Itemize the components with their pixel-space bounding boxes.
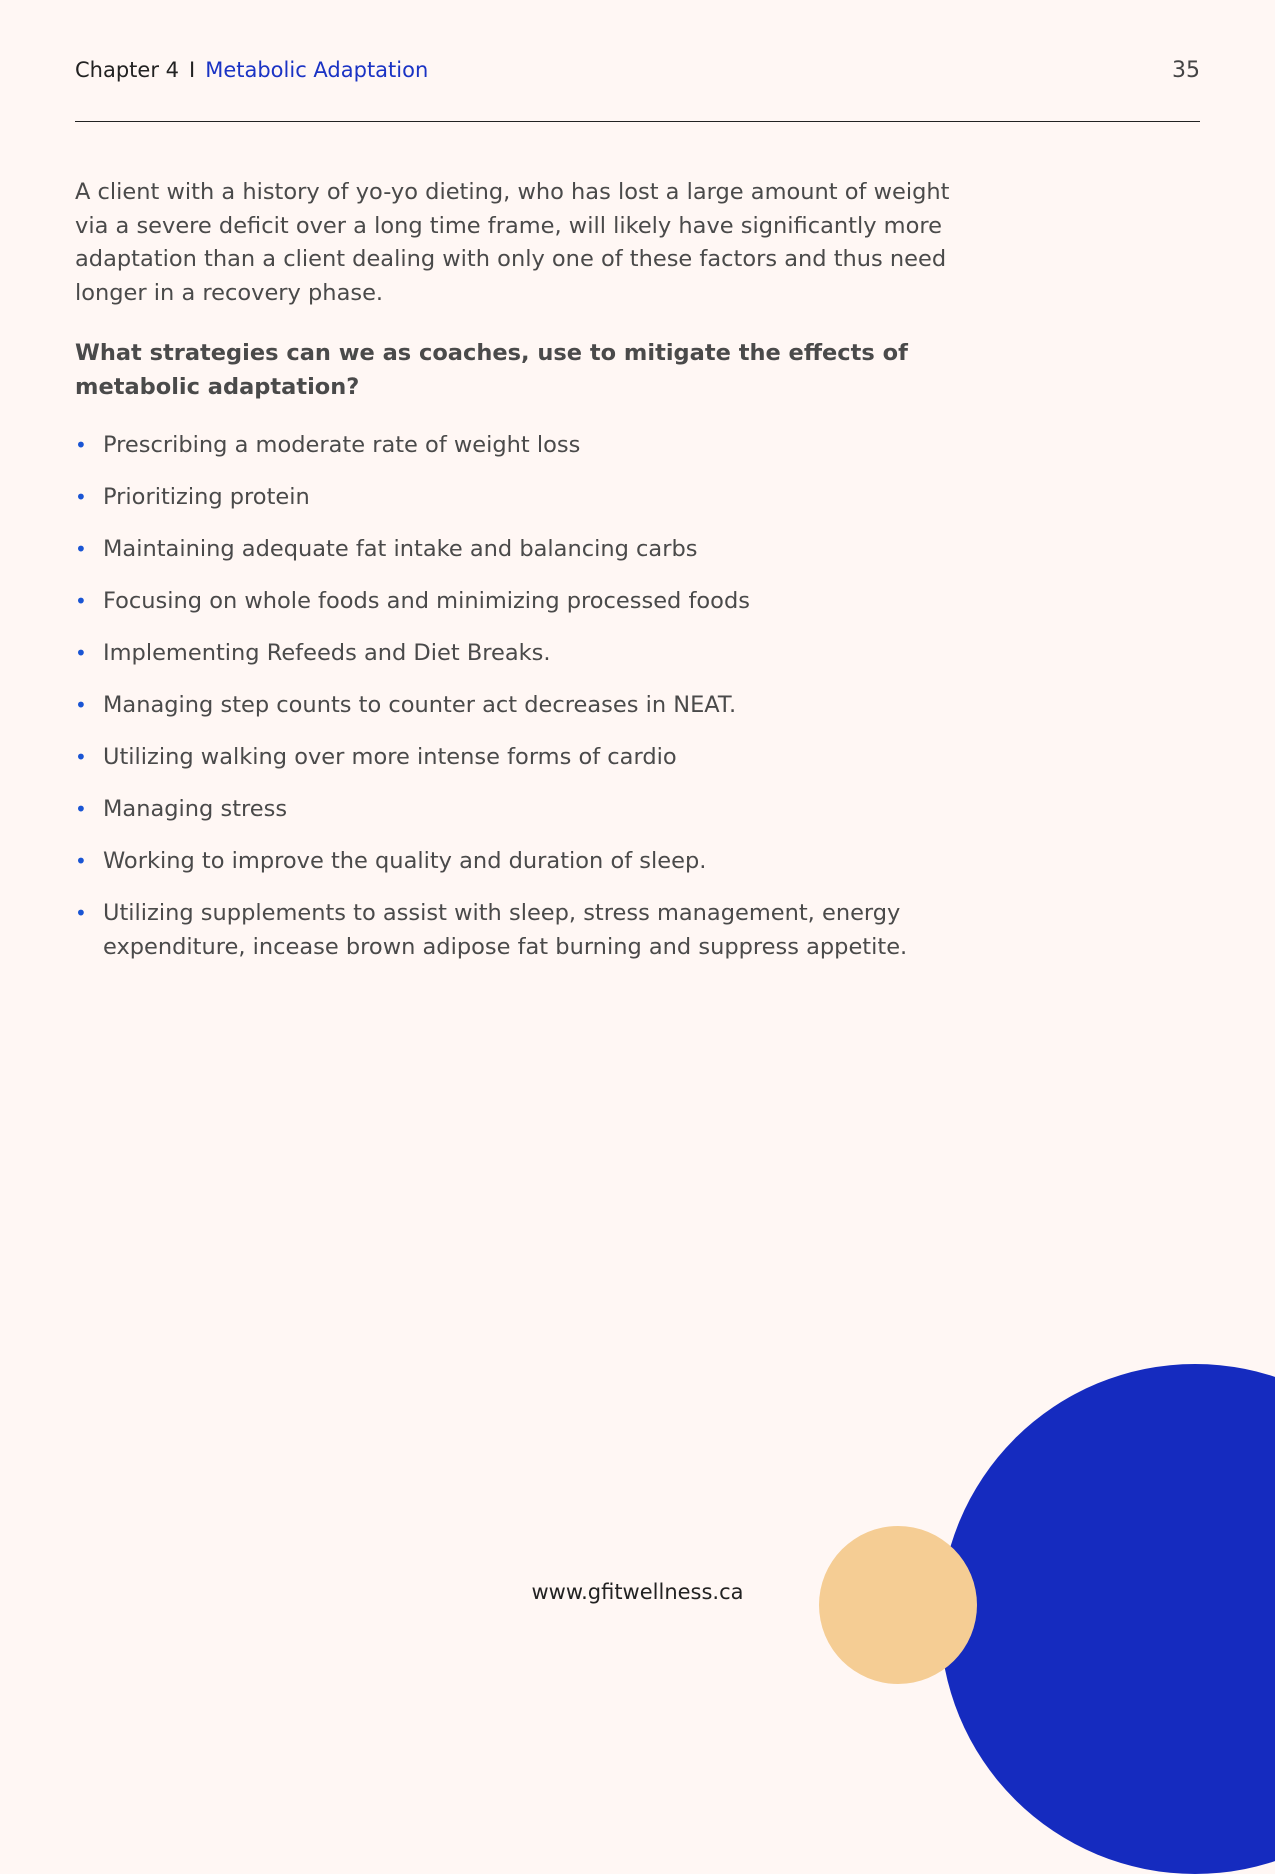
- intro-paragraph: A client with a history of yo-yo dieting, who has lost a large amount of weight via a severe deficit over a long time frame, will likely have significantly more adaptation than a client dealing with only one of these factors and thus need longer in a recovery phase.: [75, 179, 950, 306]
- bullet-icon: •: [75, 849, 87, 873]
- decorative-blue-circle: [940, 1364, 1275, 1874]
- bullet-icon: •: [75, 693, 87, 717]
- page-header: [75, 58, 1200, 83]
- strategies-question: What strategies can we as coaches, use to mitigate the effects of metabolic adaptation?: [75, 340, 908, 400]
- bullet-icon: •: [75, 433, 87, 457]
- list-item: • Maintaining adequate fat intake and balancing carbs: [75, 533, 975, 567]
- list-item: • Focusing on whole foods and minimizing processed foods: [75, 585, 975, 619]
- main-content: [75, 176, 975, 983]
- bullet-icon: •: [75, 745, 87, 769]
- list-item: • Prioritizing protein: [75, 481, 975, 515]
- list-item: • Working to improve the quality and duration of sleep.: [75, 845, 975, 879]
- list-item: • Utilizing supplements to assist with sleep, stress management, energy expenditure, incease brown adipose fat burning and suppress appetite.: [75, 897, 975, 964]
- header-separator: I: [189, 58, 196, 82]
- page-number: 35: [1172, 58, 1200, 83]
- list-item: • Managing stress: [75, 793, 975, 827]
- bullet-icon: •: [75, 537, 87, 561]
- list-item: • Managing step counts to counter act decreases in NEAT.: [75, 689, 975, 723]
- list-item: • Utilizing walking over more intense forms of cardio: [75, 741, 975, 775]
- list-item: • Implementing Refeeds and Diet Breaks.: [75, 637, 975, 671]
- bullet-icon: •: [75, 641, 87, 665]
- list-item: • Prescribing a moderate rate of weight loss: [75, 429, 975, 463]
- chapter-heading: [75, 58, 428, 82]
- chapter-label: Chapter 4: [75, 58, 179, 82]
- bullet-icon: •: [75, 797, 87, 821]
- header-divider: [75, 121, 1200, 122]
- strategies-list: [75, 429, 975, 964]
- bullet-icon: •: [75, 589, 87, 613]
- bullet-icon: •: [75, 485, 87, 509]
- chapter-title: Metabolic Adaptation: [205, 58, 429, 82]
- decorative-orange-circle: [819, 1526, 977, 1684]
- bullet-icon: •: [75, 901, 87, 925]
- footer-website: www.gfitwellness.ca: [531, 1580, 744, 1604]
